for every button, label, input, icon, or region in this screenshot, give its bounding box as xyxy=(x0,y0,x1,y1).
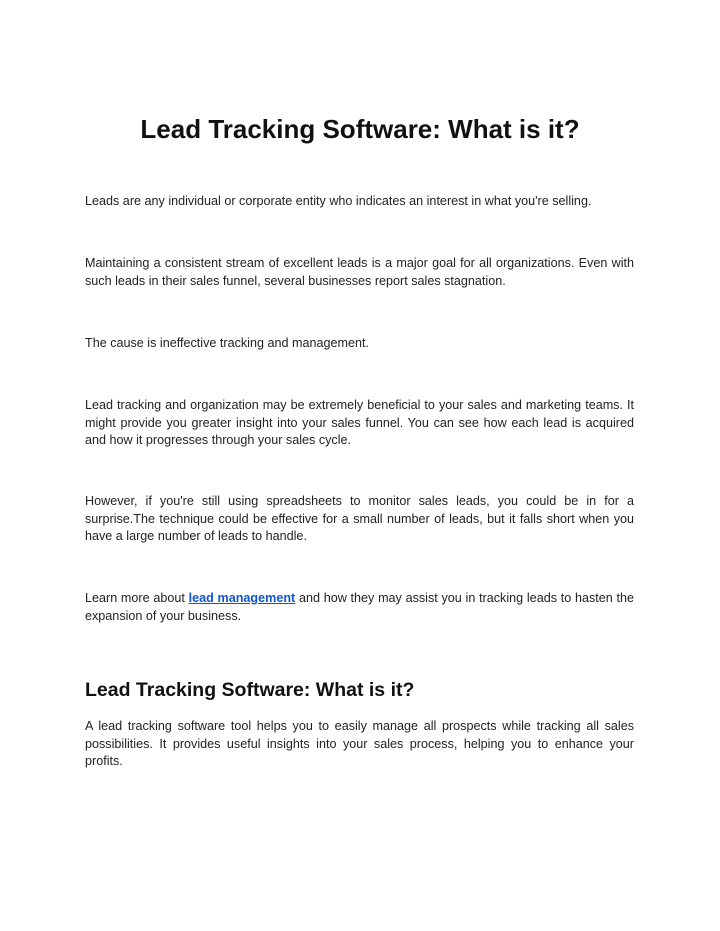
paragraph-leads-definition: Leads are any individual or corporate entity who indicates an interest in what you're selling. xyxy=(85,194,592,208)
paragraph-lead-tracking-benefits: Lead tracking and organization may be extremely beneficial to your sales and marketing teams. It might provide you greater insight into your sales funnel. You can see how each lead is acquired and how it progresses through your sales cycle. xyxy=(85,398,634,447)
lead-management-link[interactable]: lead management xyxy=(188,591,296,605)
paragraph-consistent-stream: Maintaining a consistent stream of excellent leads is a major goal for all organizations. Even with such leads in their sales funnel, several businesses report sales stagnation. xyxy=(85,256,634,288)
paragraph-spreadsheets: However, if you're still using spreadsheets to monitor sales leads, you could be in for a surprise.The technique could be effective for a small number of leads, but it falls short when you have a large number of leads to handle. xyxy=(85,494,634,543)
learn-more-text-after: and how they may assist you in tracking leads to hasten the expansion of your business. xyxy=(85,591,634,623)
paragraph-software-description: A lead tracking software tool helps you to easily manage all prospects while tracking all sales possibilities. It provides useful insights into your sales process, helping you to enhance your profits. xyxy=(85,719,634,768)
section-heading: Lead Tracking Software: What is it? xyxy=(85,679,415,701)
learn-more-text-before: Learn more about xyxy=(85,591,189,605)
page-title: Lead Tracking Software: What is it? xyxy=(140,114,580,144)
paragraph-learn-more xyxy=(85,590,634,625)
paragraph-cause: The cause is ineffective tracking and management. xyxy=(85,336,369,350)
